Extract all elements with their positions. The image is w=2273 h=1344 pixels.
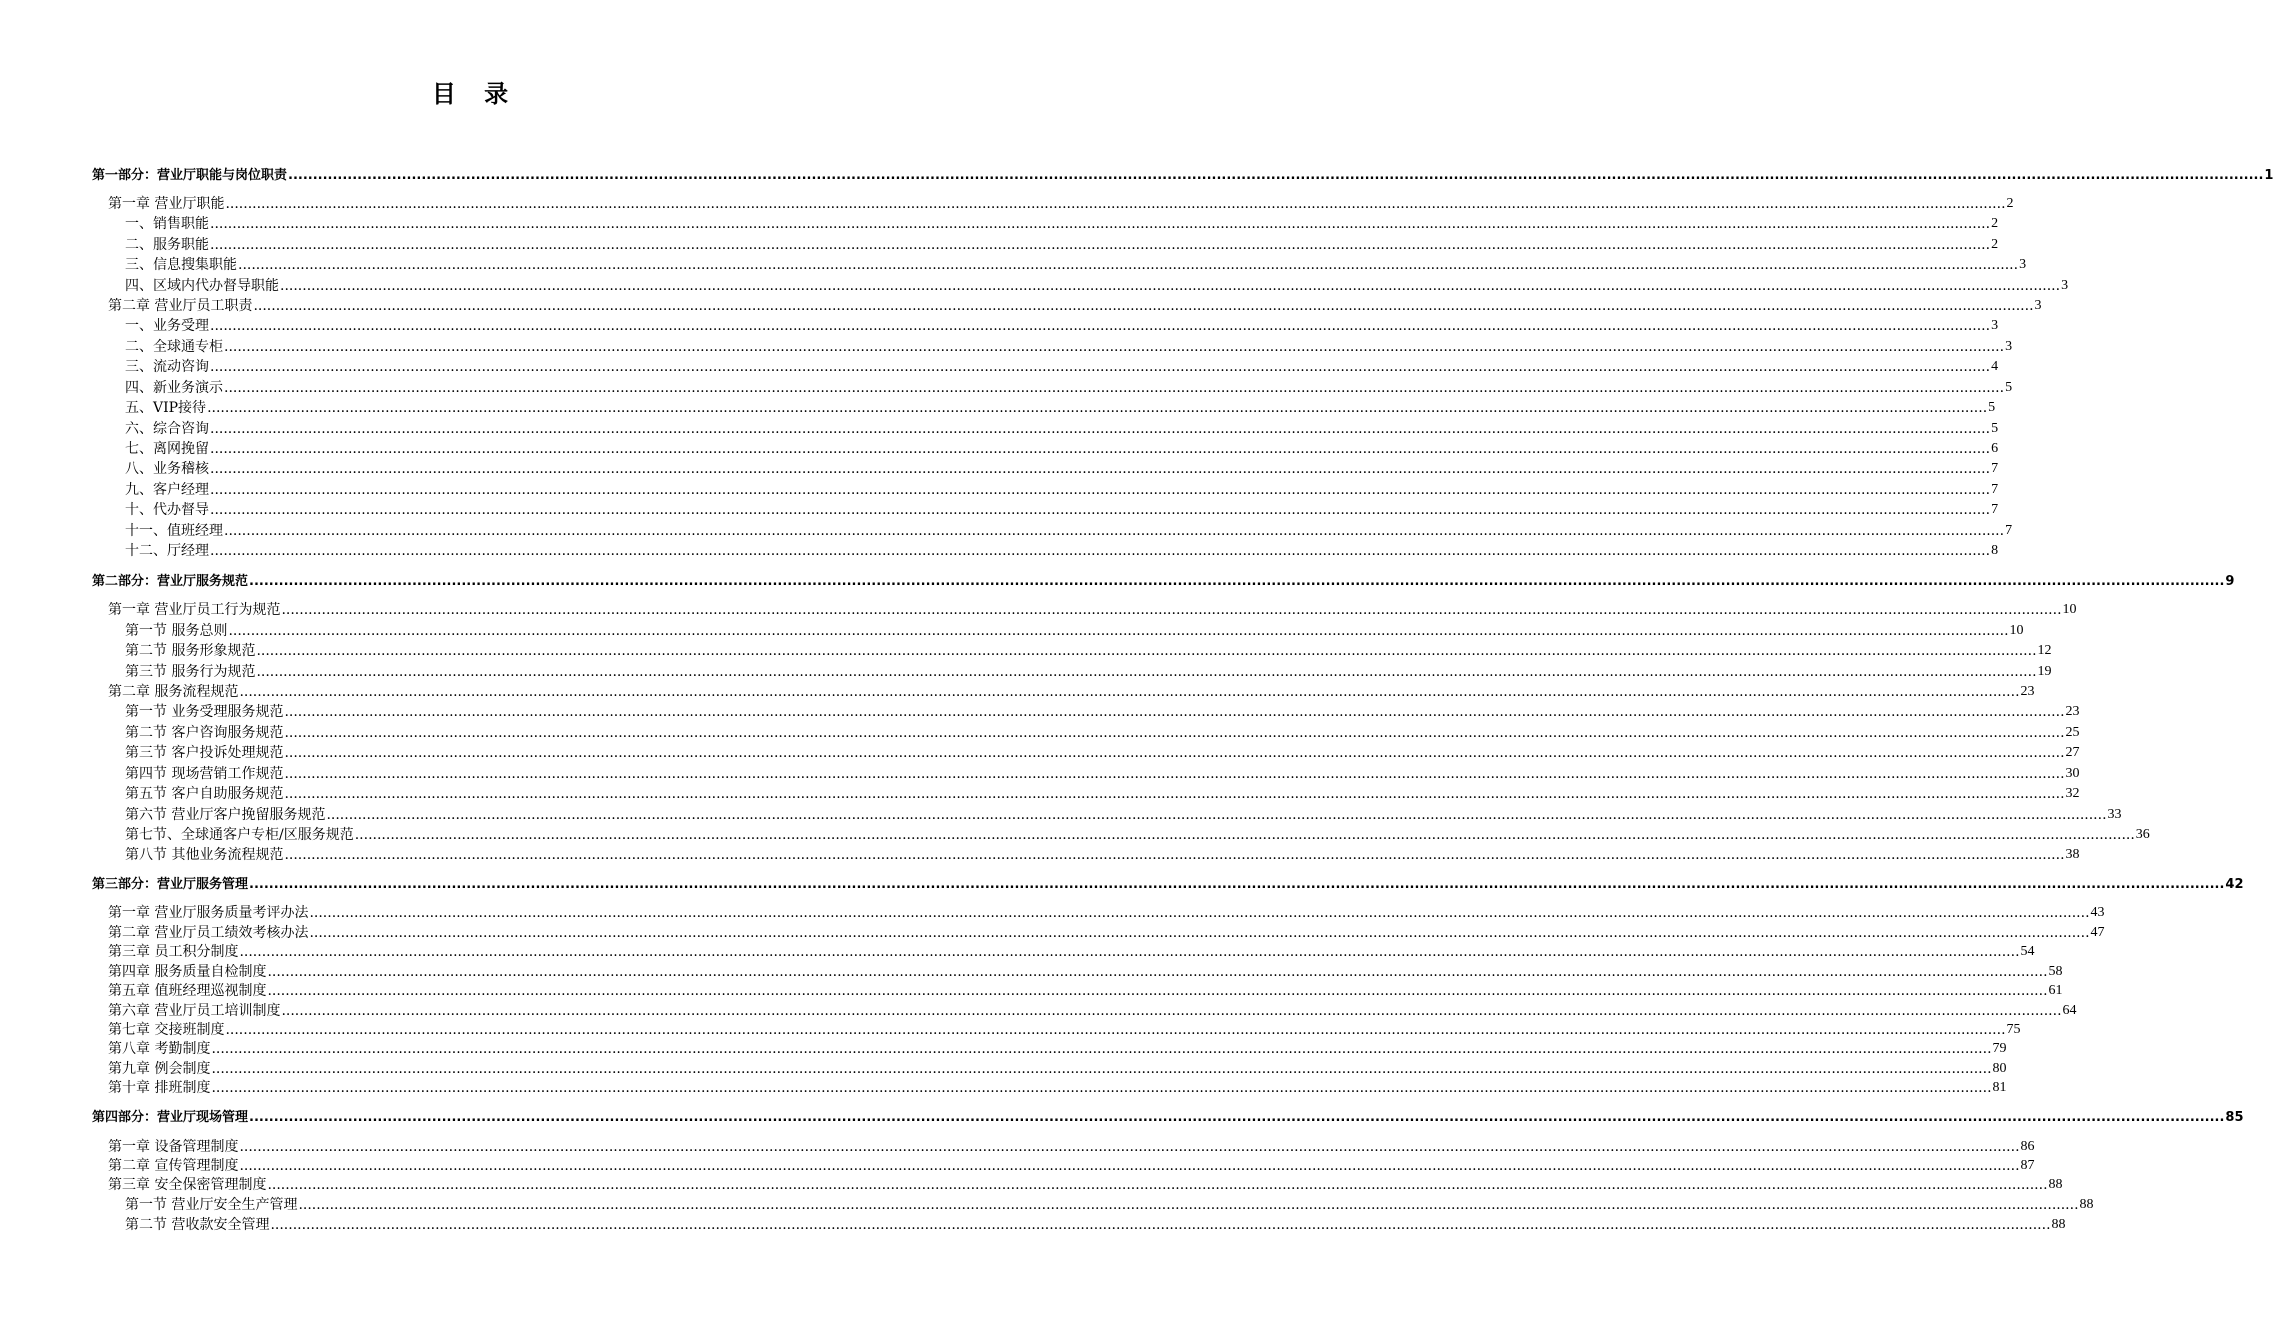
toc-section-entry[interactable]: [92, 358, 1999, 376]
toc-page-number: 30: [2065, 766, 2080, 781]
toc-section-entry[interactable]: [92, 317, 1999, 335]
toc-dot-leader: ................................................................................................................................................................................................................................................................................................................................................................................................................: [253, 298, 2034, 314]
toc-page-number: 86: [2020, 1139, 2035, 1154]
toc-page-number: 32: [2065, 786, 2080, 801]
toc-dot-leader: ................................................................................................................................................................................................................................................................................................................................................................................................................: [284, 847, 2065, 863]
toc-page-number: 12: [2037, 643, 2052, 658]
toc-entry-label: 一、业务受理: [125, 318, 209, 334]
toc-page-number: 43: [2090, 905, 2105, 920]
toc-chapter-entry[interactable]: [92, 1079, 2007, 1097]
toc-entry-label: 第二节 服务形象规范: [125, 643, 256, 659]
toc-page-number: 85: [2225, 1110, 2244, 1125]
toc-dot-leader: ................................................................................................................................................................................................................................................................................................................................................................................................................: [239, 1158, 2020, 1174]
toc-dot-leader: ................................................................................................................................................................................................................................................................................................................................................................................................................: [284, 786, 2065, 802]
toc-part-entry[interactable]: [92, 876, 2244, 893]
toc-entry-label: 二、服务职能: [125, 237, 209, 253]
toc-entry-label: 第三部分：营业厅服务管理: [92, 877, 249, 892]
toc-dot-leader: ................................................................................................................................................................................................................................................................................................................................................................................................................: [211, 1061, 1992, 1077]
toc-entry-label: 第十章 排班制度: [108, 1080, 211, 1096]
toc-dot-leader: ................................................................................................................................................................................................................................................................................................................................................................................................................: [210, 237, 1991, 253]
toc-entry-label: 三、信息搜集职能: [125, 257, 237, 273]
toc-dot-leader: ................................................................................................................................................................................................................................................................................................................................................................................................................: [249, 1110, 2225, 1125]
toc-entry-label: 五、VIP接待: [125, 400, 207, 416]
toc-page-number: 2: [1991, 237, 1999, 252]
toc-page-number: 75: [2006, 1022, 2021, 1037]
toc-entry-label: 第一部分：营业厅职能与岗位职责: [92, 168, 288, 183]
toc-page-number: 2: [1991, 216, 1999, 231]
toc-entry-label: 第九章 例会制度: [108, 1061, 211, 1077]
toc-dot-leader: ................................................................................................................................................................................................................................................................................................................................................................................................................: [249, 877, 2225, 892]
toc-dot-leader: ................................................................................................................................................................................................................................................................................................................................................................................................................: [239, 1139, 2020, 1155]
toc-chapter-entry[interactable]: [92, 1157, 2035, 1175]
toc-dot-leader: ................................................................................................................................................................................................................................................................................................................................................................................................................: [210, 461, 1991, 477]
toc-section-entry[interactable]: [92, 522, 2013, 540]
toc-page-number: 23: [2020, 684, 2035, 699]
toc-dot-leader: ................................................................................................................................................................................................................................................................................................................................................................................................................: [210, 318, 1991, 334]
toc-page-number: 3: [2019, 257, 2027, 272]
toc-dot-leader: ................................................................................................................................................................................................................................................................................................................................................................................................................: [288, 168, 2264, 183]
toc-part-entry[interactable]: [92, 1109, 2244, 1126]
toc-entry-label: 第五节 客户自助服务规范: [125, 786, 284, 802]
toc-page-number: 5: [1991, 421, 1999, 436]
toc-dot-leader: ................................................................................................................................................................................................................................................................................................................................................................................................................: [281, 602, 2062, 618]
toc-entry-label: 第七节、全球通客户专柜/区服务规范: [125, 827, 354, 843]
toc-section-entry[interactable]: [92, 277, 2069, 295]
toc-entry-label: 九、客户经理: [125, 482, 209, 498]
toc-page-number: 42: [2225, 877, 2244, 892]
toc-dot-leader: ................................................................................................................................................................................................................................................................................................................................................................................................................: [326, 807, 2107, 823]
toc-section-entry[interactable]: [92, 215, 1999, 233]
toc-dot-leader: ................................................................................................................................................................................................................................................................................................................................................................................................................: [354, 827, 2135, 843]
toc-dot-leader: ................................................................................................................................................................................................................................................................................................................................................................................................................: [298, 1197, 2079, 1213]
toc-page-number: 81: [1992, 1080, 2007, 1095]
toc-section-entry[interactable]: [92, 724, 2080, 742]
toc-entry-label: 第六节 营业厅客户挽留服务规范: [125, 807, 326, 823]
toc-section-entry[interactable]: [92, 806, 2122, 824]
toc-entry-label: 第八节 其他业务流程规范: [125, 847, 284, 863]
toc-page-number: 6: [1991, 441, 1999, 456]
toc-entry-label: 八、业务稽核: [125, 461, 209, 477]
toc-dot-leader: ................................................................................................................................................................................................................................................................................................................................................................................................................: [239, 684, 2020, 700]
toc-entry-label: 一、销售职能: [125, 216, 209, 232]
toc-page-number: 19: [2037, 664, 2052, 679]
toc-entry-label: 第三章 员工积分制度: [108, 944, 239, 960]
toc-dot-leader: ................................................................................................................................................................................................................................................................................................................................................................................................................: [309, 905, 2090, 921]
toc-page-number: 23: [2065, 704, 2080, 719]
toc-chapter-entry[interactable]: [92, 683, 2035, 701]
toc-dot-leader: ................................................................................................................................................................................................................................................................................................................................................................................................................: [210, 543, 1991, 559]
toc-chapter-entry[interactable]: [92, 982, 2063, 1000]
toc-dot-leader: ................................................................................................................................................................................................................................................................................................................................................................................................................: [210, 359, 1991, 375]
toc-entry-label: 第三章 安全保密管理制度: [108, 1177, 267, 1193]
toc-dot-leader: ................................................................................................................................................................................................................................................................................................................................................................................................................: [224, 523, 2005, 539]
toc-page-number: 3: [2034, 298, 2042, 313]
toc-dot-leader: ................................................................................................................................................................................................................................................................................................................................................................................................................: [284, 725, 2065, 741]
toc-dot-leader: ................................................................................................................................................................................................................................................................................................................................................................................................................: [210, 441, 1991, 457]
toc-section-entry[interactable]: [92, 1196, 2094, 1214]
toc-section-entry[interactable]: [92, 846, 2080, 864]
toc-entry-label: 第二节 营收款安全管理: [125, 1217, 270, 1233]
toc-dot-leader: ................................................................................................................................................................................................................................................................................................................................................................................................................: [256, 643, 2037, 659]
toc-page-number: 64: [2062, 1003, 2077, 1018]
toc-dot-leader: ................................................................................................................................................................................................................................................................................................................................................................................................................: [284, 745, 2065, 761]
toc-page-number: 88: [2051, 1217, 2066, 1232]
toc-entry-label: 四、区域内代办督导职能: [125, 278, 279, 294]
toc-dot-leader: ................................................................................................................................................................................................................................................................................................................................................................................................................: [280, 278, 2061, 294]
toc-section-entry[interactable]: [92, 1216, 2066, 1234]
toc-dot-leader: ................................................................................................................................................................................................................................................................................................................................................................................................................: [228, 623, 2009, 639]
toc-page-number: 79: [1992, 1041, 2007, 1056]
toc-page-number: 47: [2090, 925, 2105, 940]
toc-part-entry[interactable]: [92, 167, 2273, 184]
toc-entry-label: 第二章 宣传管理制度: [108, 1158, 239, 1174]
toc-page-number: 80: [1992, 1061, 2007, 1076]
toc-entry-label: 六、综合咨询: [125, 421, 209, 437]
toc-entry-label: 第八章 考勤制度: [108, 1041, 211, 1057]
toc-entry-label: 第一节 服务总则: [125, 623, 228, 639]
toc-section-entry[interactable]: [92, 744, 2080, 762]
toc-section-entry[interactable]: [92, 501, 1999, 519]
toc-page-number: 7: [1991, 502, 1999, 517]
toc-section-entry[interactable]: [92, 399, 1996, 417]
toc-entry-label: 第五章 值班经理巡视制度: [108, 983, 267, 999]
toc-dot-leader: ................................................................................................................................................................................................................................................................................................................................................................................................................: [238, 257, 2019, 273]
toc-dot-leader: ................................................................................................................................................................................................................................................................................................................................................................................................................: [211, 1041, 1992, 1057]
toc-dot-leader: ................................................................................................................................................................................................................................................................................................................................................................................................................: [225, 196, 2006, 212]
toc-dot-leader: ................................................................................................................................................................................................................................................................................................................................................................................................................: [267, 1177, 2048, 1193]
toc-section-entry[interactable]: [92, 256, 2027, 274]
toc-page-number: 10: [2062, 602, 2077, 617]
toc-entry-label: 第二章 服务流程规范: [108, 684, 239, 700]
toc-dot-leader: ................................................................................................................................................................................................................................................................................................................................................................................................................: [211, 1080, 1992, 1096]
toc-page-number: 7: [1991, 461, 1999, 476]
toc-entry-label: 第三节 服务行为规范: [125, 664, 256, 680]
toc-page-number: 61: [2048, 983, 2063, 998]
toc-page-number: 10: [2009, 623, 2024, 638]
toc-entry-label: 第一章 设备管理制度: [108, 1139, 239, 1155]
toc-page-number: 1: [2264, 168, 2273, 183]
toc-entry-label: 第一章 营业厅职能: [108, 196, 225, 212]
toc-dot-leader: ................................................................................................................................................................................................................................................................................................................................................................................................................: [309, 925, 2090, 941]
toc-dot-leader: ................................................................................................................................................................................................................................................................................................................................................................................................................: [224, 339, 2005, 355]
toc-entry-label: 四、新业务演示: [125, 380, 223, 396]
toc-page-number: 9: [2225, 574, 2235, 589]
toc-section-entry[interactable]: [92, 765, 2080, 783]
toc-dot-leader: ................................................................................................................................................................................................................................................................................................................................................................................................................: [270, 1217, 2051, 1233]
toc-chapter-entry[interactable]: [92, 904, 2105, 922]
toc-entry-label: 十一、值班经理: [125, 523, 223, 539]
toc-section-entry[interactable]: [92, 663, 2052, 681]
toc-entry-label: 七、离网挽留: [125, 441, 209, 457]
toc-page-number: 8: [1991, 543, 1999, 558]
toc-entry-label: 第一节 营业厅安全生产管理: [125, 1197, 298, 1213]
toc-section-entry[interactable]: [92, 542, 1999, 560]
toc-dot-leader: ................................................................................................................................................................................................................................................................................................................................................................................................................: [210, 421, 1991, 437]
toc-chapter-entry[interactable]: [92, 1040, 2007, 1058]
toc-entry-label: 第七章 交接班制度: [108, 1022, 225, 1038]
toc-page-number: 3: [1991, 318, 1999, 333]
toc-entry-label: 第二节 客户咨询服务规范: [125, 725, 284, 741]
toc-page-number: 54: [2020, 944, 2035, 959]
toc-entry-label: 第六章 营业厅员工培训制度: [108, 1003, 281, 1019]
toc-dot-leader: ................................................................................................................................................................................................................................................................................................................................................................................................................: [281, 1003, 2062, 1019]
toc-dot-leader: ................................................................................................................................................................................................................................................................................................................................................................................................................: [207, 400, 1988, 416]
toc-page-number: 7: [2005, 523, 2013, 538]
toc-entry-label: 第四部分：营业厅现场管理: [92, 1110, 249, 1125]
toc-chapter-entry[interactable]: [92, 297, 2042, 315]
toc-page-number: 27: [2065, 745, 2080, 760]
toc-entry-label: 第四章 服务质量自检制度: [108, 964, 267, 980]
toc-page-number: 5: [2005, 380, 2013, 395]
toc-section-entry[interactable]: [92, 622, 2024, 640]
toc-chapter-entry[interactable]: [92, 1176, 2063, 1194]
toc-dot-leader: ................................................................................................................................................................................................................................................................................................................................................................................................................: [256, 664, 2037, 680]
toc-entry-label: 二、全球通专柜: [125, 339, 223, 355]
toc-page-number: 87: [2020, 1158, 2035, 1173]
toc-chapter-entry[interactable]: [92, 943, 2035, 961]
toc-dot-leader: ................................................................................................................................................................................................................................................................................................................................................................................................................: [225, 1022, 2006, 1038]
toc-section-entry[interactable]: [92, 420, 1999, 438]
toc-page-number: 2: [2006, 196, 2014, 211]
toc-page-number: 7: [1991, 482, 1999, 497]
toc-page-number: 88: [2048, 1177, 2063, 1192]
toc-entry-label: 十、代办督导: [125, 502, 209, 518]
toc-entry-label: 第二章 营业厅员工绩效考核办法: [108, 925, 309, 941]
toc-chapter-entry[interactable]: [92, 1002, 2077, 1020]
toc-dot-leader: ................................................................................................................................................................................................................................................................................................................................................................................................................: [267, 983, 2048, 999]
toc-section-entry[interactable]: [92, 236, 1999, 254]
page-title: 目 录: [431, 80, 519, 108]
toc-entry-label: 第四节 现场营销工作规范: [125, 766, 284, 782]
toc-page-number: 4: [1991, 359, 1999, 374]
toc-page-number: 5: [1988, 400, 1996, 415]
toc-section-entry[interactable]: [92, 826, 2150, 844]
toc-entry-label: 第二部分：营业厅服务规范: [92, 574, 249, 589]
toc-section-entry[interactable]: [92, 460, 1999, 478]
toc-chapter-entry[interactable]: [92, 1060, 2007, 1078]
toc-page-number: 25: [2065, 725, 2080, 740]
toc-dot-leader: ................................................................................................................................................................................................................................................................................................................................................................................................................: [284, 704, 2065, 720]
toc-entry-label: 第一章 营业厅服务质量考评办法: [108, 905, 309, 921]
toc-dot-leader: ................................................................................................................................................................................................................................................................................................................................................................................................................: [210, 482, 1991, 498]
toc-page-number: 58: [2048, 964, 2063, 979]
toc-section-entry[interactable]: [92, 481, 1999, 499]
toc-chapter-entry[interactable]: [92, 1138, 2035, 1156]
toc-entry-label: 十二、厅经理: [125, 543, 209, 559]
toc-dot-leader: ................................................................................................................................................................................................................................................................................................................................................................................................................: [224, 380, 2005, 396]
toc-chapter-entry[interactable]: [92, 601, 2077, 619]
toc-dot-leader: ................................................................................................................................................................................................................................................................................................................................................................................................................: [249, 574, 2225, 589]
toc-section-entry[interactable]: [92, 642, 2052, 660]
toc-section-entry[interactable]: [92, 440, 1999, 458]
toc-chapter-entry[interactable]: [92, 963, 2063, 981]
toc-entry-label: 三、流动咨询: [125, 359, 209, 375]
toc-chapter-entry[interactable]: [92, 195, 2014, 213]
toc-dot-leader: ................................................................................................................................................................................................................................................................................................................................................................................................................: [210, 216, 1991, 232]
toc-dot-leader: ................................................................................................................................................................................................................................................................................................................................................................................................................: [239, 944, 2020, 960]
toc-dot-leader: ................................................................................................................................................................................................................................................................................................................................................................................................................: [284, 766, 2065, 782]
toc-section-entry[interactable]: [92, 338, 2013, 356]
toc-page-number: 38: [2065, 847, 2080, 862]
toc-chapter-entry[interactable]: [92, 1021, 2021, 1039]
toc-section-entry[interactable]: [92, 703, 2080, 721]
toc-page-number: 3: [2005, 339, 2013, 354]
toc-page-number: 88: [2079, 1197, 2094, 1212]
toc-entry-label: 第二章 营业厅员工职责: [108, 298, 253, 314]
toc-entry-label: 第一节 业务受理服务规范: [125, 704, 284, 720]
toc-dot-leader: ................................................................................................................................................................................................................................................................................................................................................................................................................: [267, 964, 2048, 980]
toc-part-entry[interactable]: [92, 573, 2235, 590]
toc-section-entry[interactable]: [92, 785, 2080, 803]
toc-entry-label: 第三节 客户投诉处理规范: [125, 745, 284, 761]
toc-dot-leader: ................................................................................................................................................................................................................................................................................................................................................................................................................: [210, 502, 1991, 518]
toc-page-number: 36: [2135, 827, 2150, 842]
toc-chapter-entry[interactable]: [92, 924, 2105, 942]
toc-page-number: 33: [2107, 807, 2122, 822]
toc-section-entry[interactable]: [92, 379, 2013, 397]
toc-page-number: 3: [2061, 278, 2069, 293]
toc-entry-label: 第一章 营业厅员工行为规范: [108, 602, 281, 618]
